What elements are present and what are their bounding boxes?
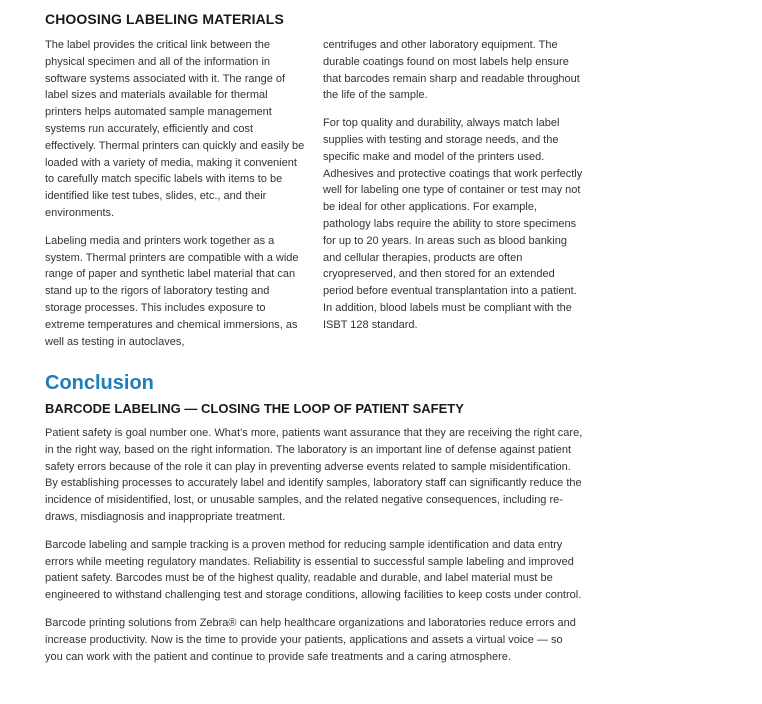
right-paragraph-1: centrifuges and other laboratory equipment. The durable coatings found on most labels help ensure that barcodes remain sharp and readable throughout the life of the sample. [323,39,580,102]
conclusion-subheading: BARCODE LABELING — CLOSING THE LOOP OF PATIENT SAFETY [45,401,464,416]
conclusion-paragraph-3: Barcode printing solutions from Zebra® can help healthcare organizations and laboratories reduce errors and increase productivity. Now is the time to provide your patients, applications and assets a virtual voice — so you can work with the patient and continue to provide safe treatments and a caring atmosphere. [45,616,576,663]
right-paragraph-2: For top quality and durability, always match label supplies with testing and storage needs, and the specific make and model of the printers used. Adhesives and protective coatings that work perfectly well for labeling one type of container or test may not be ideal for other applications. For example, pathology labs require the ability to store specimens for up to 20 years. In areas such as blood banking and cellular therapies, products are often cryopreserved, and then stored for an extended period before eventual transplantation into a patient. In addition, blood labels must be compliant with the ISBT 128 standard. [323,117,583,331]
left-paragraph-1: The label provides the critical link between the physical specimen and all of the information in software systems associated with it. The range of label sizes and materials available for thermal printers helps automated sample management systems run accurately, efficiently and cost effectively. Thermal printers can quickly and easily be loaded with a variety of media, making it convenient to carefully match specific labels with items to be identified like test tubes, slides, etc., and their environments. [45,39,305,219]
conclusion-body [45,425,583,676]
conclusion-title: Conclusion [45,372,154,394]
left-column [45,37,307,361]
conclusion-paragraph-1: Patient safety is goal number one. What’s more, patients want assurance that they are receiving the right care, in the right way, based on the right information. The laboratory is an important line of defense against patient safety errors because of the role it can play in preventing adverse events related to sample misidentification. By establishing processes to accurately label and identify samples, laboratory staff can significantly reduce the incidence of misidentified, lost, or unusable samples, and the related negative consequences, including re-draws, misdiagnosis and inappropriate treatment. [45,427,583,523]
conclusion-paragraph-2: Barcode labeling and sample tracking is a proven method for reducing sample identification and data entry errors while meeting regulatory mandates. Reliability is essential to successful sample labeling and improved patient safety. Barcodes must be of the highest quality, readable and durable, and label material must be engineered to withstand challenging test and storage conditions, allowing facilities to keep costs under control. [45,538,582,602]
section-heading: CHOOSING LABELING MATERIALS [45,11,284,27]
right-column [323,37,585,345]
left-paragraph-2: Labeling media and printers work together as a system. Thermal printers are compatible with a wide range of paper and synthetic label material that can stand up to the rigors of laboratory testing and storage processes. This includes exposure to extreme temperatures and chemical immersions, as well as testing in autoclaves, [45,234,299,348]
